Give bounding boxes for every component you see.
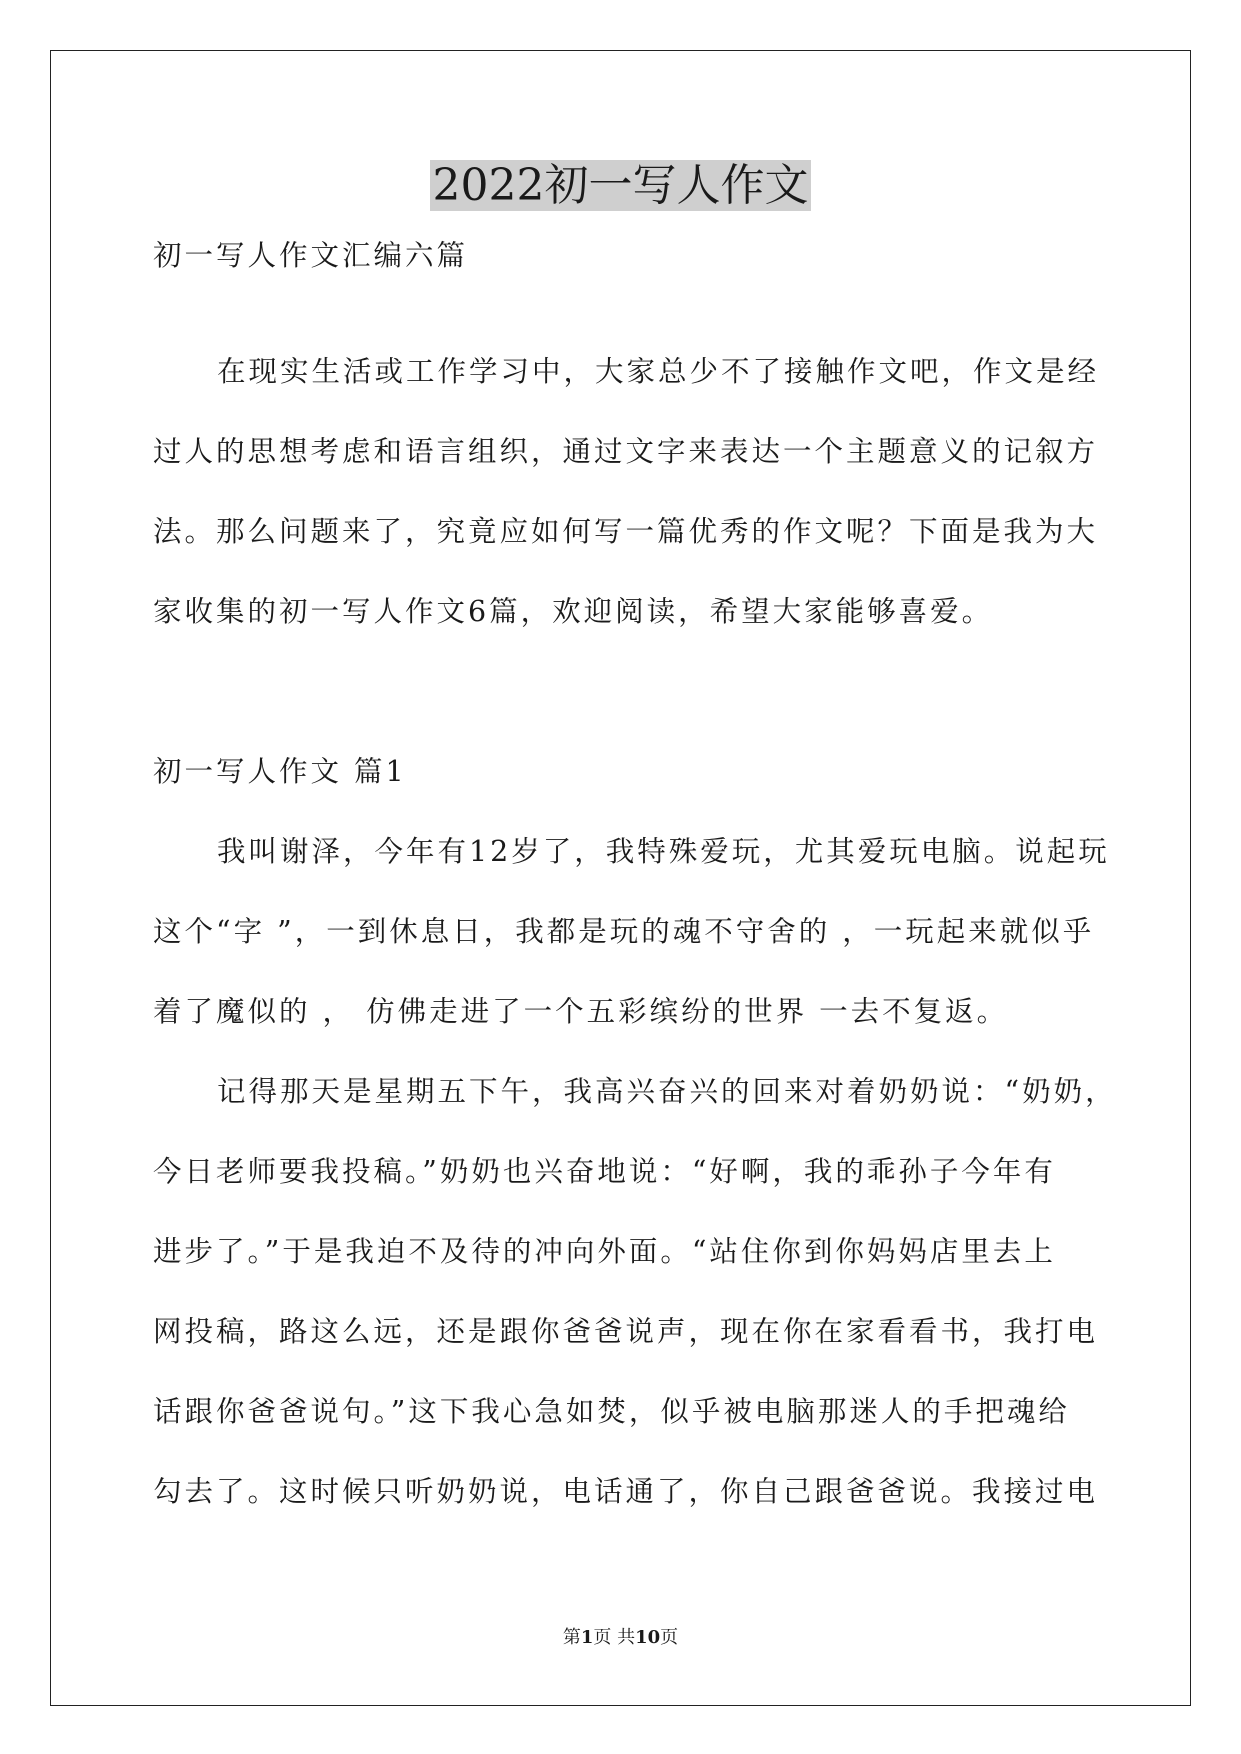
page-number: 1	[580, 1627, 594, 1648]
footer-suffix: 页	[660, 1627, 679, 1648]
subtitle: 初一写人作文汇编六篇	[153, 239, 469, 272]
paragraph-line: 我叫谢泽，今年有12岁了，我特殊爱玩，尤其爱玩电脑。说起玩	[217, 835, 1110, 868]
paragraph-line: 话跟你爸爸说句。”这下我心急如焚，似乎被电脑那迷人的手把魂给	[153, 1395, 1070, 1428]
paragraph-line: 网投稿，路这么远，还是跟你爸爸说声，现在你在家看看书，我打电	[153, 1315, 1099, 1348]
intro-line: 在现实生活或工作学习中，大家总少不了接触作文吧，作文是经	[217, 355, 1100, 388]
section-heading: 初一写人作文 篇1	[153, 755, 407, 788]
page-total: 10	[635, 1627, 661, 1648]
footer-middle: 页 共	[593, 1627, 636, 1648]
paragraph-line: 记得那天是星期五下午，我高兴奋兴的回来对着奶奶说：“奶奶，	[217, 1075, 1117, 1108]
paragraph-line: 今日老师要我投稿。”奶奶也兴奋地说：“好啊，我的乖孙子今年有	[153, 1155, 1056, 1188]
page-footer	[0, 1626, 1241, 1650]
paragraph-line: 进步了。”于是我迫不及待的冲向外面。“站住你到你妈妈店里去上	[153, 1235, 1056, 1268]
intro-line: 家收集的初一写人作文6篇，欢迎阅读，希望大家能够喜爱。	[153, 595, 994, 628]
intro-line: 过人的思想考虑和语言组织，通过文字来表达一个主题意义的记叙方	[153, 435, 1099, 468]
page-border	[50, 50, 1191, 1706]
footer-prefix: 第	[562, 1627, 581, 1648]
document-title-text: 2022初一写人作文	[430, 160, 812, 211]
paragraph-line: 勾去了。这时候只听奶奶说，电话通了，你自己跟爸爸说。我接过电	[153, 1475, 1099, 1508]
paragraph-line: 这个“字 ”，一到休息日，我都是玩的魂不守舍的 ，一玩起来就似乎	[153, 915, 1095, 948]
document-title	[0, 158, 1241, 214]
paragraph-line: 着了魔似的 ， 仿佛走进了一个五彩缤纷的世界 一去不复返。	[153, 995, 1009, 1028]
intro-line: 法。那么问题来了，究竟应如何写一篇优秀的作文呢？下面是我为大	[153, 515, 1099, 548]
